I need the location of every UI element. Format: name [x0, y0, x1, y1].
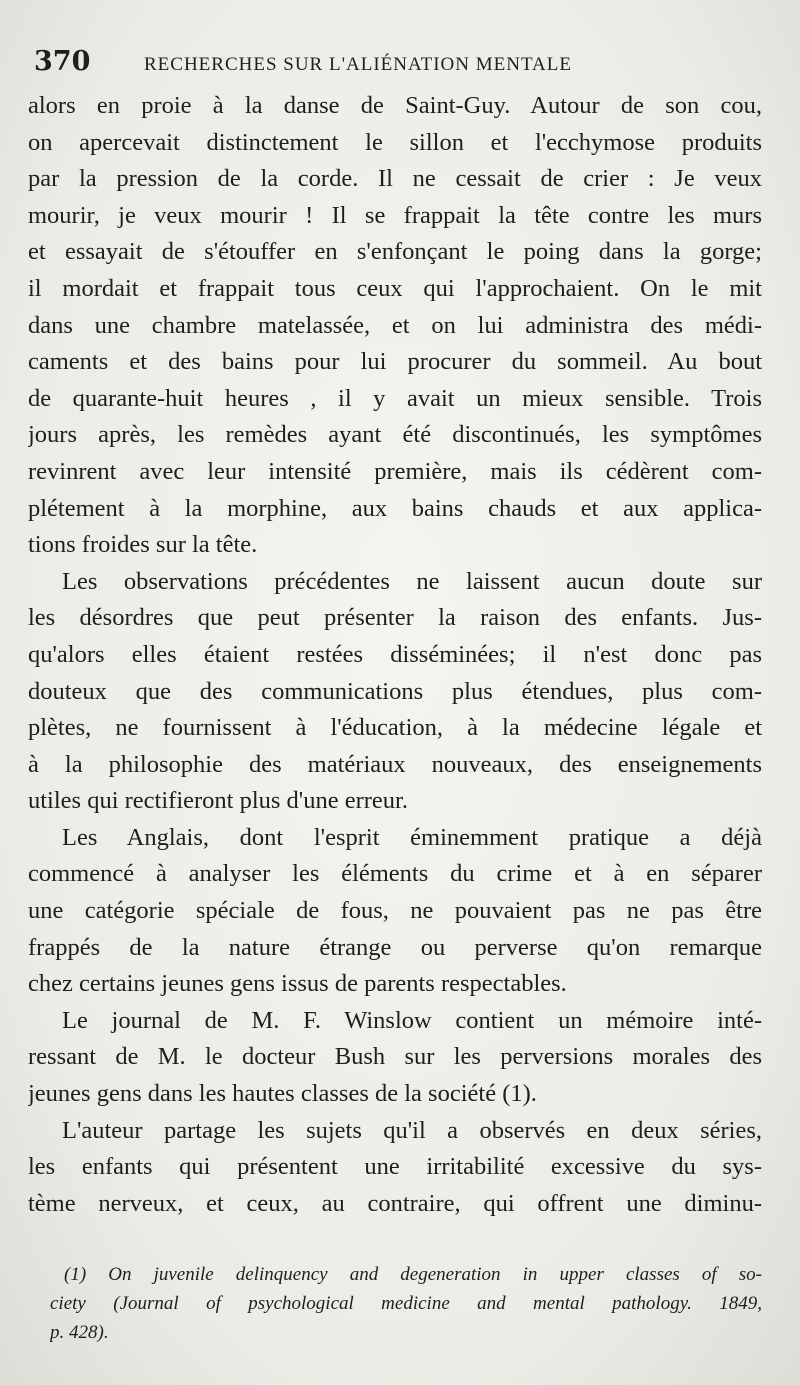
text-line: jeunes gens dans les hautes classes de la société (1). [28, 1080, 537, 1108]
text-line: les enfants qui présentent une irritabilité excessive du sys- [28, 1153, 762, 1181]
text-line: tions froides sur la tête. [28, 531, 258, 559]
text-line: et essayait de s'étouffer en s'enfonçant le poing dans la gorge; [28, 238, 762, 266]
text-line: utiles qui rectifieront plus d'une erreur. [28, 787, 408, 815]
running-header [34, 46, 759, 86]
running-title: RECHERCHES SUR L'ALIÉNATION MENTALE [144, 54, 572, 75]
text-line: il mordait et frappait tous ceux qui l'approchaient. On le mit [28, 274, 762, 302]
text-line: caments et des bains pour lui procurer du sommeil. Au bout [28, 348, 762, 376]
text-line: commencé à analyser les éléments du crime et à en séparer [28, 860, 762, 888]
text-line: par la pression de la corde. Il ne cessait de crier : Je veux [28, 165, 762, 193]
text-line: frappés de la nature étrange ou perverse qu'on remarque [28, 933, 762, 961]
paragraph-start: Les Anglais, dont l'esprit éminemment pratique a déjà [62, 823, 762, 851]
text-line: revinrent avec leur intensité première, mais ils cédèrent com- [28, 457, 762, 485]
text-line: plétement à la morphine, aux bains chauds et aux applica- [28, 494, 762, 522]
footnote-line: p. 428). [50, 1322, 109, 1343]
paragraph-start: Les observations précédentes ne laissent aucun doute sur [62, 567, 762, 595]
text-line: à la philosophie des matériaux nouveaux, des enseignements [28, 750, 762, 778]
text-line: on apercevait distinctement le sillon et l'ecchymose produits [28, 128, 762, 156]
text-line: tème nerveux, et ceux, au contraire, qui offrent une diminu- [28, 1189, 762, 1217]
footnote-line: (1) On juvenile delinquency and degeneration in upper classes of so- [64, 1264, 762, 1285]
footnote-line: ciety (Journal of psychological medicine and mental pathology. 1849, [50, 1293, 762, 1314]
text-line: mourir, je veux mourir ! Il se frappait la tête contre les murs [28, 201, 762, 229]
paragraph-start: Le journal de M. F. Winslow contient un mémoire inté- [62, 1006, 762, 1034]
text-line: ressant de M. le docteur Bush sur les perversions morales des [28, 1043, 762, 1071]
text-line: jours après, les remèdes ayant été discontinués, les symptômes [28, 421, 762, 449]
body-text [28, 88, 762, 1222]
text-line: qu'alors elles étaient restées disséminées; il n'est donc pas [28, 640, 762, 668]
text-line: plètes, ne fournissent à l'éducation, à la médecine légale et [28, 714, 762, 742]
text-line: une catégorie spéciale de fous, ne pouvaient pas ne pas être [28, 897, 762, 925]
page-number: 370 [34, 46, 91, 77]
text-line: dans une chambre matelassée, et on lui administra des médi- [28, 311, 762, 339]
text-line: de quarante-huit heures , il y avait un mieux sensible. Trois [28, 384, 762, 412]
footnotes [50, 1260, 762, 1347]
text-line: chez certains jeunes gens issus de parents respectables. [28, 970, 567, 998]
paragraph-start: L'auteur partage les sujets qu'il a observés en deux séries, [62, 1116, 762, 1144]
text-line: alors en proie à la danse de Saint-Guy. Autour de son cou, [28, 92, 762, 119]
text-line: douteux que des communications plus étendues, plus com- [28, 677, 762, 705]
text-line: les désordres que peut présenter la raison des enfants. Jus- [28, 604, 762, 632]
